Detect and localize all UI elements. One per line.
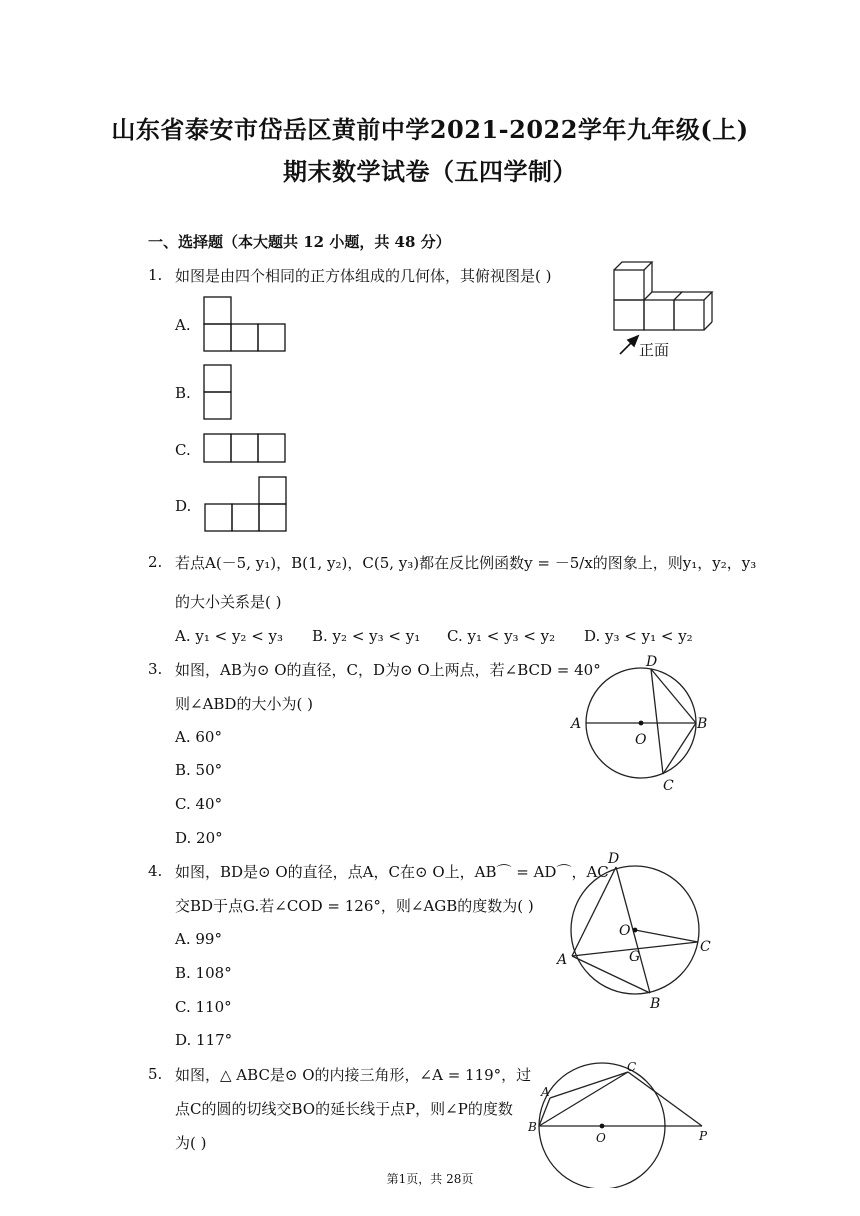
q3-circle-figure: [566, 650, 716, 796]
q4-circle-figure: [552, 848, 722, 1012]
q5-label-p: P: [699, 1129, 708, 1143]
q4-option-d: D. 117°: [175, 1031, 233, 1049]
q1-option-a: A.: [175, 316, 191, 334]
q1-front-label: 正面: [639, 341, 670, 359]
q5-label-a: A: [541, 1085, 550, 1099]
q2-number: 2.: [148, 553, 163, 571]
q4-label-o: O: [619, 923, 631, 939]
q5-text-line-2: 点C的圆的切线交BO的延长线于点P，则∠P的度数: [175, 1100, 513, 1118]
q2-option-d: D. y₃ < y₁ < y₂: [584, 627, 693, 645]
q1-option-d-figure: [200, 475, 290, 535]
q5-label-b: B: [528, 1120, 537, 1134]
q3-option-d: D. 20°: [175, 829, 223, 847]
q4-label-g: G: [629, 949, 641, 965]
q4-label-d: D: [608, 851, 620, 867]
q1-option-c-figure: [200, 432, 290, 466]
q4-option-a: A. 99°: [175, 930, 222, 948]
q1-text: 如图是由四个相同的正方体组成的几何体，其俯视图是( ): [175, 267, 552, 285]
q1-option-b-figure: [200, 363, 240, 423]
q3-label-o: O: [635, 732, 647, 748]
q5-label-o: O: [596, 1131, 606, 1145]
q3-option-a: A. 60°: [175, 728, 222, 746]
q1-option-c: C.: [175, 441, 191, 459]
q4-label-c: C: [700, 939, 711, 955]
q2-option-b: B. y₂ < y₃ < y₁: [312, 627, 421, 645]
q2-option-c: C. y₁ < y₃ < y₂: [447, 627, 556, 645]
q5-number: 5.: [148, 1065, 163, 1083]
title-line-2: 期末数学试卷（五四学制）: [283, 157, 577, 186]
q4-label-b: B: [650, 996, 661, 1012]
q4-label-a: A: [557, 952, 568, 968]
q4-text-line-2: 交BD于点G.若∠COD = 126°，则∠AGB的度数为( ): [175, 897, 534, 915]
q1-option-a-figure: [200, 295, 290, 355]
q5-text-line-3: 为( ): [175, 1134, 207, 1152]
q5-text-line-1: 如图，△ ABC是⊙ O的内接三角形，∠A = 119°，过: [175, 1066, 532, 1084]
q4-option-c: C. 110°: [175, 998, 232, 1016]
q3-option-c: C. 40°: [175, 795, 223, 813]
q1-number: 1.: [148, 266, 163, 284]
q3-label-d: D: [646, 654, 658, 670]
q5-circle-figure: [528, 1060, 718, 1188]
q3-label-b: B: [697, 716, 708, 732]
q2-option-a: A. y₁ < y₂ < y₃: [175, 627, 284, 645]
q1-cube-figure: [606, 258, 718, 362]
q4-option-b: B. 108°: [175, 964, 232, 982]
q3-text-line-1: 如图，AB为⊙ O的直径，C，D为⊙ O上两点，若∠BCD = 40°: [175, 661, 601, 679]
q1-option-b: B.: [175, 384, 191, 402]
page-footer: 第1页，共 28页: [386, 1172, 474, 1186]
section-heading: 一、选择题（本大题共 12 小题，共 48 分）: [148, 233, 451, 251]
q3-text-line-2: 则∠ABD的大小为( ): [175, 695, 313, 713]
q3-option-b: B. 50°: [175, 761, 223, 779]
q1-option-d: D.: [175, 497, 192, 515]
q2-text-line-1: 若点A(－5, y₁)，B(1, y₂)，C(5, y₃)都在反比例函数y = －5/x的图象上，则y₁，y₂，y₃: [175, 554, 757, 572]
q4-text-line-1: 如图，BD是⊙ O的直径，点A，C在⊙ O上，AB⌒ = AD⌒，AC: [175, 863, 609, 881]
q5-label-c: C: [627, 1060, 637, 1074]
q3-number: 3.: [148, 660, 163, 678]
q2-text-line-2: 的大小关系是( ): [175, 593, 282, 611]
q3-label-a: A: [571, 716, 582, 732]
title-line-1: 山东省泰安市岱岳区黄前中学2021-2022学年九年级(上): [111, 115, 749, 144]
q4-number: 4.: [148, 862, 163, 880]
q3-label-c: C: [663, 778, 674, 794]
